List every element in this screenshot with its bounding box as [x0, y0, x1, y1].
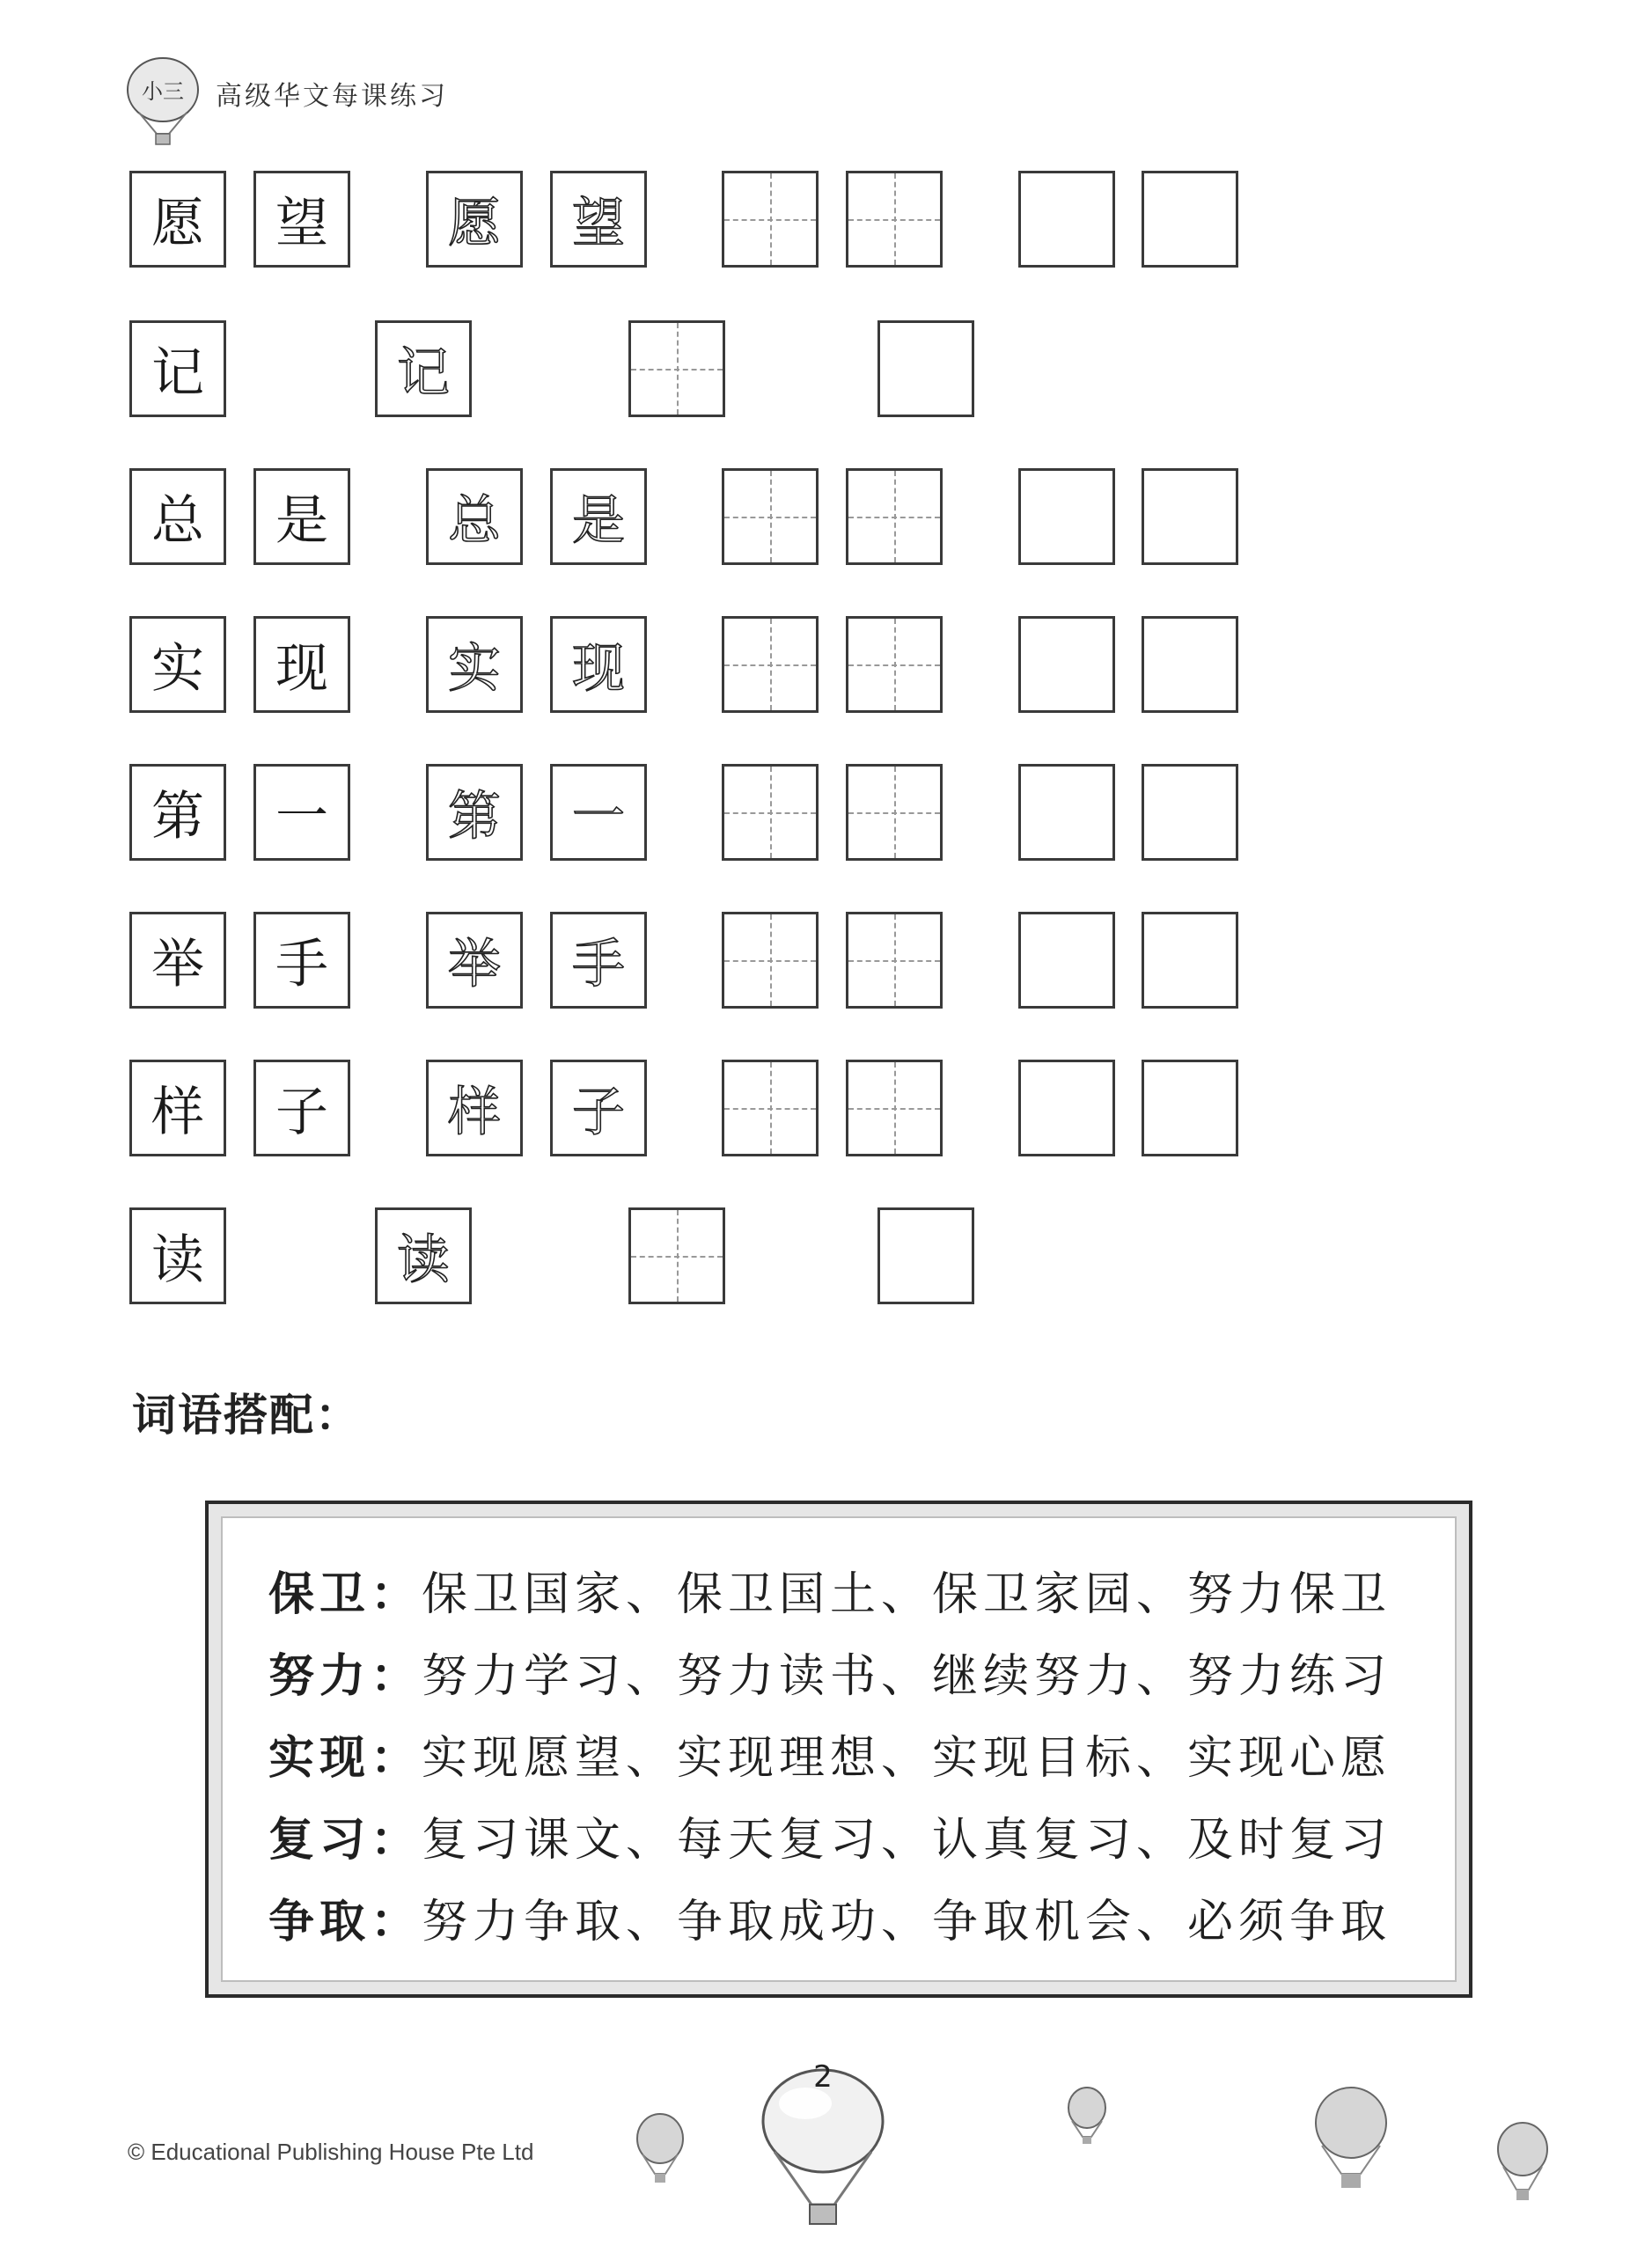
model-char: 是: [253, 468, 350, 565]
collocation-phrases: 努力学习、努力读书、继续努力、努力练习: [422, 1650, 1392, 1703]
trace-char: 子: [550, 1060, 647, 1156]
blank-box[interactable]: [1018, 468, 1115, 565]
collocation-phrases: 复习课文、每天复习、认真复习、及时复习: [422, 1814, 1392, 1867]
blank-box[interactable]: [1018, 764, 1115, 861]
trace-char: 样: [426, 1060, 523, 1156]
model-char: 样: [129, 1060, 226, 1156]
tianzi-box[interactable]: [628, 320, 725, 417]
tianzi-box[interactable]: [628, 1207, 725, 1304]
collocation-key: 努力：: [268, 1650, 422, 1703]
blank-box[interactable]: [1018, 171, 1115, 268]
trace-char: 望: [550, 171, 647, 268]
practice-row: [0, 616, 1652, 718]
collocation-phrases: 努力争取、争取成功、争取机会、必须争取: [422, 1896, 1392, 1948]
collocation-phrases: 实现愿望、实现理想、实现目标、实现心愿: [422, 1732, 1392, 1785]
trace-char: 愿: [426, 171, 523, 268]
balloon-icon: [634, 2112, 686, 2191]
blank-box[interactable]: [1142, 468, 1238, 565]
practice-row: [0, 1207, 1652, 1310]
model-char: 子: [253, 1060, 350, 1156]
trace-char: 现: [550, 616, 647, 713]
tianzi-box[interactable]: [846, 171, 943, 268]
blank-box[interactable]: [877, 320, 974, 417]
tianzi-box[interactable]: [846, 912, 943, 1009]
trace-char: 记: [375, 320, 472, 417]
balloon-icon: [1311, 2086, 1391, 2200]
practice-row: [0, 468, 1652, 570]
collocation-key: 实现：: [268, 1732, 422, 1785]
trace-char: 读: [375, 1207, 472, 1304]
blank-box[interactable]: [877, 1207, 974, 1304]
model-char: 第: [129, 764, 226, 861]
tianzi-box[interactable]: [722, 764, 819, 861]
practice-row: [0, 912, 1652, 1014]
page-number: 2: [813, 2059, 833, 2095]
practice-row: [0, 1060, 1652, 1162]
model-char: 现: [253, 616, 350, 713]
tianzi-box[interactable]: [846, 764, 943, 861]
trace-char: 一: [550, 764, 647, 861]
practice-row: [0, 764, 1652, 866]
model-char: 手: [253, 912, 350, 1009]
balloon-icon: [1494, 2121, 1551, 2209]
trace-char: 手: [550, 912, 647, 1009]
blank-box[interactable]: [1018, 912, 1115, 1009]
tianzi-box[interactable]: [846, 468, 943, 565]
blank-box[interactable]: [1142, 912, 1238, 1009]
tianzi-box[interactable]: [722, 171, 819, 268]
blank-box[interactable]: [1142, 616, 1238, 713]
blank-box[interactable]: [1142, 171, 1238, 268]
book-title: 高级华文每课练习: [216, 81, 448, 112]
collocation-key: 复习：: [268, 1814, 422, 1867]
model-char: 一: [253, 764, 350, 861]
tianzi-box[interactable]: [722, 616, 819, 713]
practice-row: [0, 171, 1652, 273]
copyright-notice: © Educational Publishing House Pte Ltd: [128, 2139, 534, 2165]
collocation-key: 保卫：: [268, 1568, 422, 1621]
blank-box[interactable]: [1018, 616, 1115, 713]
trace-char: 第: [426, 764, 523, 861]
trace-char: 实: [426, 616, 523, 713]
page-header: [123, 55, 651, 125]
model-char: 实: [129, 616, 226, 713]
collocation-key: 争取：: [268, 1896, 422, 1948]
collocation-line: [268, 1639, 1391, 1705]
model-char: 举: [129, 912, 226, 1009]
tianzi-box[interactable]: [846, 616, 943, 713]
model-char: 总: [129, 468, 226, 565]
section-heading: 词语搭配：: [132, 1390, 361, 1441]
blank-box[interactable]: [1018, 1060, 1115, 1156]
model-char: 愿: [129, 171, 226, 268]
blank-box[interactable]: [1142, 1060, 1238, 1156]
tianzi-box[interactable]: [722, 468, 819, 565]
tianzi-box[interactable]: [846, 1060, 943, 1156]
model-char: 读: [129, 1207, 226, 1304]
trace-char: 是: [550, 468, 647, 565]
collocation-line: [268, 1802, 1391, 1868]
balloon-icon: [1065, 2086, 1109, 2152]
grade-badge: 小三: [142, 79, 184, 104]
practice-row: [0, 320, 1652, 422]
collocation-line: [268, 1557, 1391, 1623]
collocation-phrases: 保卫国家、保卫国土、保卫家园、努力保卫: [422, 1568, 1392, 1621]
trace-char: 举: [426, 912, 523, 1009]
blank-box[interactable]: [1142, 764, 1238, 861]
collocation-line: [268, 1721, 1391, 1787]
tianzi-box[interactable]: [722, 1060, 819, 1156]
tianzi-box[interactable]: [722, 912, 819, 1009]
collocation-box: [205, 1501, 1472, 1998]
model-char: 望: [253, 171, 350, 268]
trace-char: 总: [426, 468, 523, 565]
model-char: 记: [129, 320, 226, 417]
collocation-line: [268, 1884, 1391, 1950]
